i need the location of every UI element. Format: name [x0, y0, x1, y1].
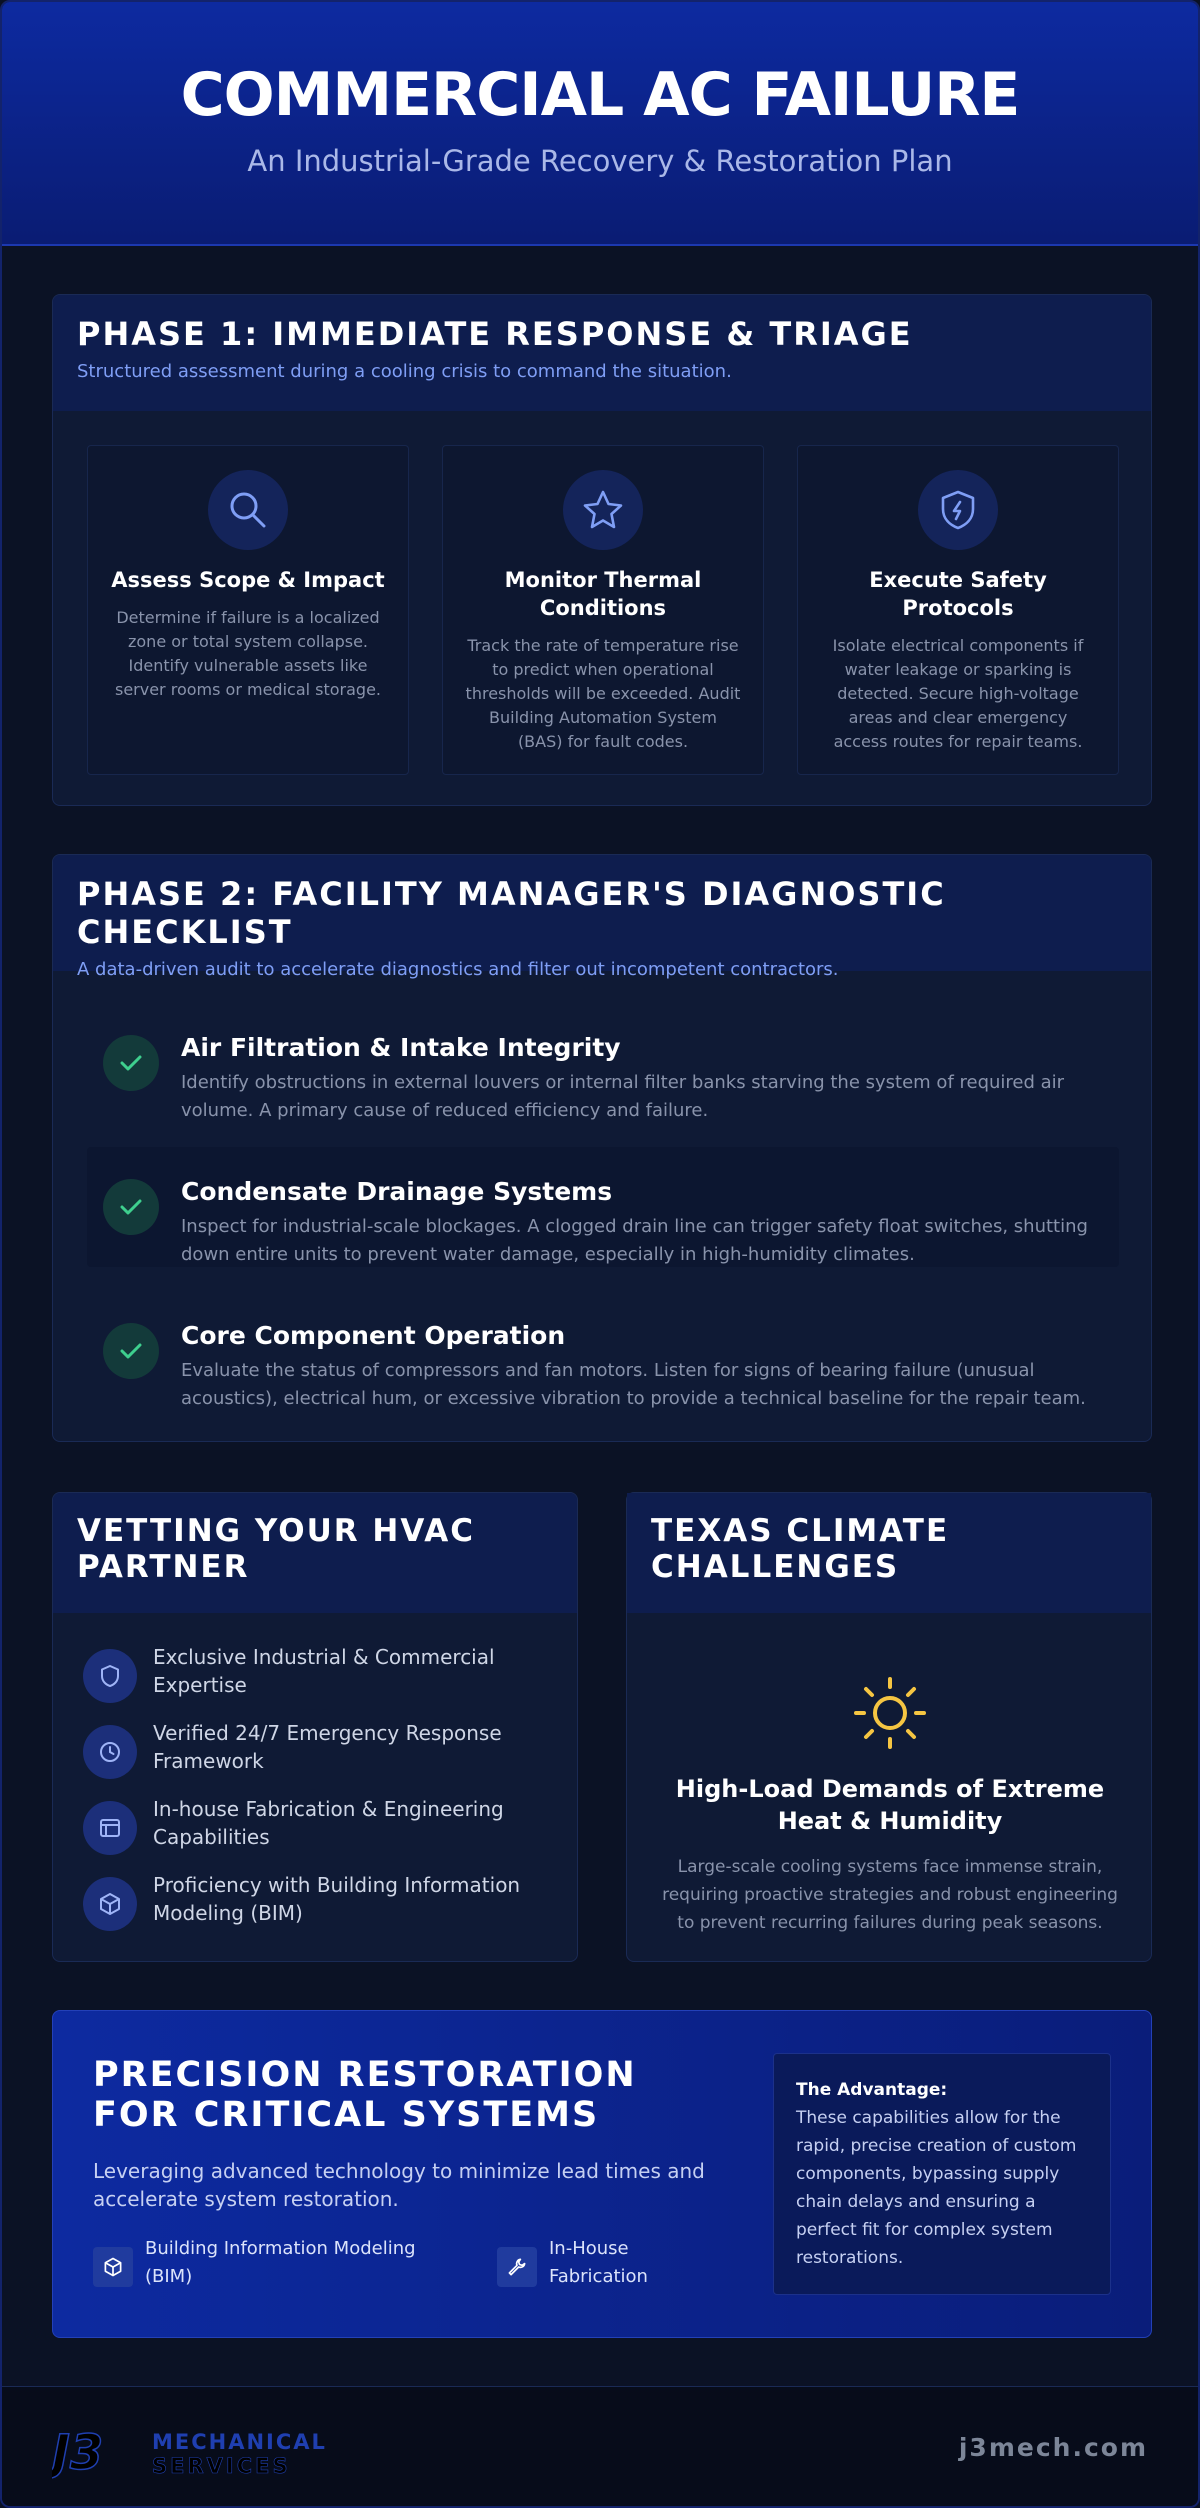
checklist-text: Inspect for industrial-scale blockages. A clogged drain line can trigger safety float switches, shutting down entire units to prevent water damage, especially in high-humidity climates. — [181, 1216, 1088, 1265]
phase1-title: PHASE 1: IMMEDIATE RESPONSE & TRIAGE — [77, 315, 913, 353]
vetting-item — [83, 1871, 553, 1931]
phase1-header — [53, 295, 1151, 411]
precision-title: PRECISION RESTORATION FOR CRITICAL SYSTEMS — [93, 2055, 637, 2135]
precision-tag-fabrication — [497, 2235, 697, 2295]
checklist-item — [87, 1147, 1119, 1267]
texas-title: TEXAS CLIMATE CHALLENGES — [651, 1513, 950, 1585]
tile-safety-protocols — [797, 445, 1119, 775]
checklist-item — [87, 1003, 1119, 1123]
phase1-description: Structured assessment during a cooling crisis to command the situation. — [77, 361, 732, 382]
page-subtitle: An Industrial-Grade Recovery & Restoration Plan — [247, 144, 953, 178]
vetting-item-text: In-house Fabrication & Engineering Capabilities — [153, 1797, 504, 1849]
advantage-text: These capabilities allow for the rapid, precise creation of custom components, bypassing supply chain delays and ensuring a perfect fit for complex system restorations. — [796, 2108, 1077, 2268]
precision-tag-bim — [93, 2235, 433, 2295]
vetting-item — [83, 1795, 553, 1855]
texas-text: Large-scale cooling systems face immense strain, requiring proactive strategies and robust engineering to prevent recurring failures during peak seasons. — [662, 1857, 1118, 1933]
advantage-label: The Advantage: — [796, 2080, 948, 2100]
phase2-description: A data-driven audit to accelerate diagnostics and filter out incompetent contractors. — [77, 959, 839, 980]
tile-text: Track the rate of temperature rise to predict when operational thresholds will be exceeded. Audit Building Automation System (BAS) for fault codes. — [465, 636, 741, 751]
page-title: COMMERCIAL AC FAILURE — [180, 60, 1020, 130]
tile-title: Execute Safety Protocols — [869, 568, 1047, 620]
page-header — [2, 2, 1198, 246]
vetting-item — [83, 1643, 553, 1703]
tile-text: Determine if failure is a localized zone or total system collapse. Identify vulnerable assets like server rooms or medical storage. — [114, 608, 382, 699]
vetting-item — [83, 1719, 553, 1779]
shield-icon — [83, 1649, 137, 1703]
search-icon — [208, 470, 288, 550]
checklist-text: Evaluate the status of compressors and fan motors. Listen for signs of bearing failure (unusual acoustics), electrical hum, or excessive vibration to provide a technical baseline for the repair team. — [181, 1360, 1086, 1409]
precision-description: Leveraging advanced technology to minimize lead times and accelerate system restoration. — [93, 2159, 705, 2211]
wrench-icon — [497, 2247, 537, 2287]
check-icon — [103, 1035, 159, 1091]
check-icon — [103, 1323, 159, 1379]
advantage-box — [773, 2053, 1111, 2295]
company-logo[interactable] — [52, 2423, 372, 2479]
fabrication-icon — [83, 1801, 137, 1855]
website-link[interactable]: j3mech.com — [958, 2433, 1148, 2462]
clock-icon — [83, 1725, 137, 1779]
texas-body — [627, 1613, 1153, 1937]
vetting-title: VETTING YOUR HVAC PARTNER — [77, 1513, 475, 1585]
precision-tag-text: Building Information Modeling (BIM) — [145, 2238, 416, 2287]
texas-heading: High-Load Demands of Extreme Heat & Humidity — [675, 1775, 1105, 1835]
cube-icon — [83, 1877, 137, 1931]
svg-text:MECHANICAL: MECHANICAL — [152, 2430, 327, 2454]
check-icon — [103, 1179, 159, 1235]
tile-assess-scope — [87, 445, 409, 775]
precision-section — [52, 2010, 1152, 2338]
page-footer — [2, 2386, 1198, 2508]
tile-title: Assess Scope & Impact — [111, 568, 385, 592]
tile-text: Isolate electrical components if water leakage or sparking is detected. Secure high-voltage areas and clear emergency access routes for repair teams. — [832, 636, 1084, 751]
checklist-title: Core Component Operation — [181, 1321, 566, 1350]
vetting-header — [53, 1493, 577, 1613]
phase2-header — [53, 855, 1151, 980]
vetting-item-text: Proficiency with Building Information Modeling (BIM) — [153, 1873, 521, 1925]
checklist-title: Air Filtration & Intake Integrity — [181, 1033, 621, 1062]
tile-title: Monitor Thermal Conditions — [504, 568, 702, 620]
checklist-text: Identify obstructions in external louvers or internal filter banks starving the system of required air volume. A primary cause of reduced efficiency and failure. — [181, 1072, 1065, 1121]
svg-text:J3: J3 — [52, 2425, 104, 2479]
texas-header — [627, 1493, 1151, 1613]
svg-text:SERVICES: SERVICES — [152, 2454, 291, 2478]
checklist-title: Condensate Drainage Systems — [181, 1177, 613, 1206]
cube-icon — [93, 2247, 133, 2287]
phase2-section — [52, 854, 1152, 1442]
vetting-item-text: Verified 24/7 Emergency Response Framework — [153, 1721, 502, 1773]
shield-bolt-icon — [918, 470, 998, 550]
phase2-title: PHASE 2: FACILITY MANAGER'S DIAGNOSTIC CHECKLIST — [77, 875, 946, 951]
sun-icon — [850, 1673, 930, 1753]
texas-section — [626, 1492, 1152, 1962]
vetting-section — [52, 1492, 578, 1962]
star-icon — [563, 470, 643, 550]
checklist-item — [87, 1291, 1119, 1411]
vetting-item-text: Exclusive Industrial & Commercial Expertise — [153, 1645, 495, 1697]
tile-monitor-thermal — [442, 445, 764, 775]
phase1-tiles — [87, 445, 1119, 775]
precision-tag-text: In-House Fabrication — [549, 2238, 648, 2287]
phase1-section — [52, 294, 1152, 806]
